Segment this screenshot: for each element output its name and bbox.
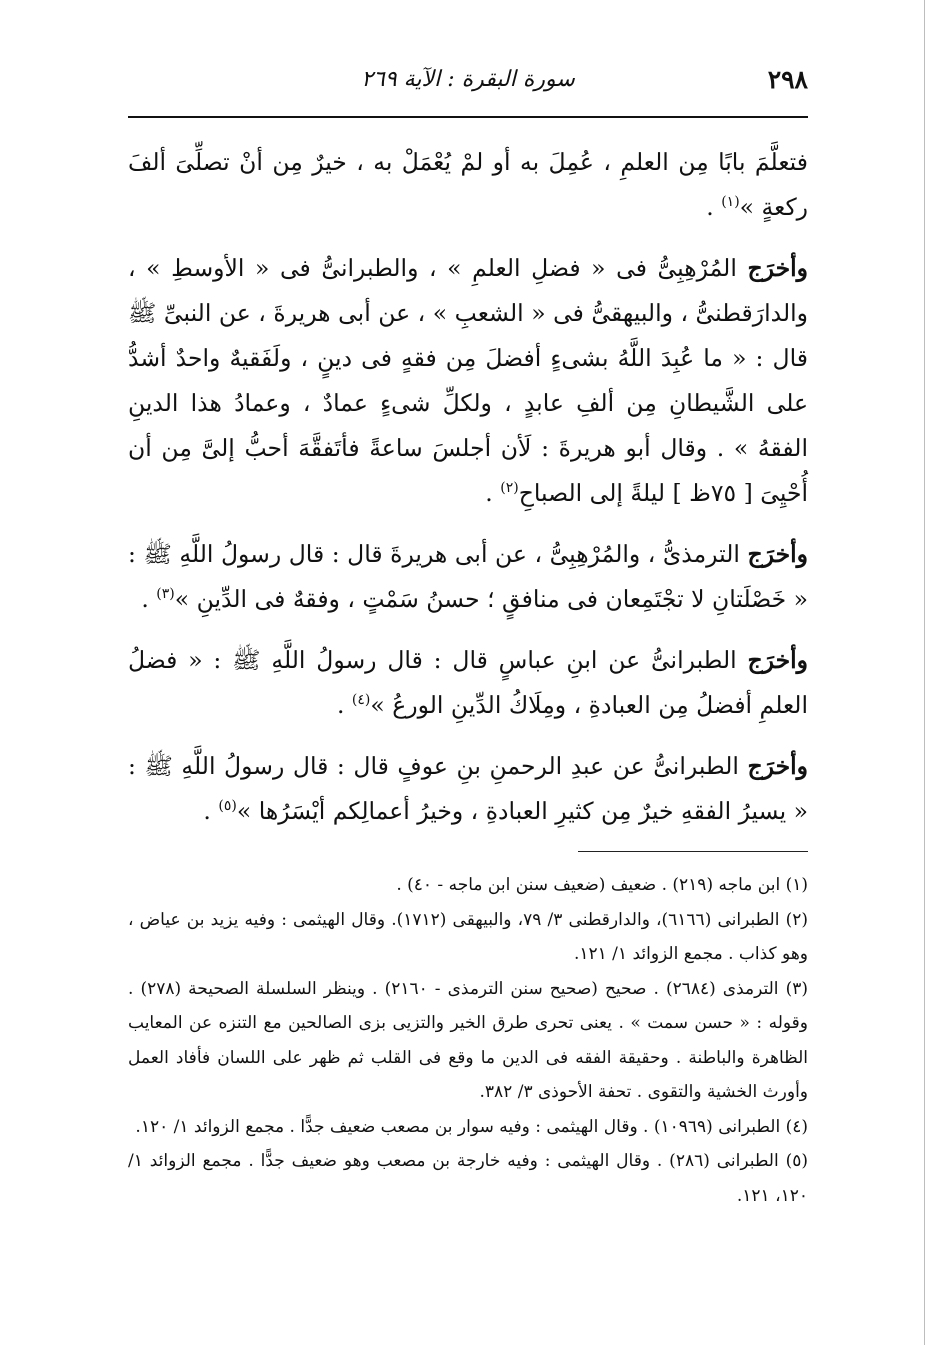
paragraph-lead: وأخرَج bbox=[747, 752, 808, 780]
paragraph-text: الطبرانىُّ عن عبدِ الرحمنِ بنِ عوفٍ قال : قال رسولُ اللَّهِ ﷺ : « يسيرُ الفقهِ خيرٌ مِن كثيرِ العبادةِ ، وخيرُ أعمالِكم أيْسَرُها » bbox=[128, 752, 808, 825]
footnote-4: (٤) الطبرانى (١٠٩٦٩) . وقال الهيثمى : وفيه سوار بن مصعب ضعيف جدًّا . مجمع الزوائد ١/ ١٢٠. bbox=[135, 1116, 808, 1137]
paragraph-4 bbox=[128, 638, 808, 728]
footnote-separator bbox=[578, 851, 808, 852]
running-title: سورة البقرة : الآية ٢٦٩ bbox=[361, 67, 575, 92]
footnote-ref-3: (٣) bbox=[156, 586, 175, 603]
paragraph-text: المُرْهِبِىُّ فى « فضلِ العلمِ » ، والطبرانىُّ فى « الأوسطِ » ، والدارَقطنىُّ ، والبيهقىُّ فى « الشعبِ » ، عن أبى هريرةَ ، عن النبىِّ ﷺ قال : « ما عُبِدَ اللَّهُ بشىءٍ أفضلَ مِن فقهٍ فى دينٍ ، ولَفَقيهٌ واحدٌ أشدُّ على الشَّيطانِ مِن ألفِ عابدٍ ، ولكلِّ شىءٍ عمادٌ ، وعمادُ هذا الدينِ الفقهُ » . وقال أبو هريرةَ : لَأن أجلسَ ساعةً فأتَفقَّهَ أحبُّ إلىَّ مِن أن أُحْيِىَ [ ٧٥ظ ] ليلةً إلى الصباحِ bbox=[128, 254, 808, 507]
footnote-ref-5: (٥) bbox=[218, 798, 237, 815]
paragraph-tail: . bbox=[336, 691, 352, 719]
footnote-5: (٥) الطبرانى (٢٨٦) . وقال الهيثمى : وفيه خارجة بن مصعب وهو ضعيف جدًّا . مجمع الزوائد ١/ ١٢٠، ١٢١. bbox=[128, 1151, 808, 1206]
paragraph-text: الطبرانىُّ عن ابنِ عباسٍ قال : قال رسولُ اللَّهِ ﷺ : « فضلُ العلمِ أفضلُ مِن العبادةِ ، ومِلَاكُ الدِّينِ الورعُ » bbox=[128, 646, 808, 719]
main-text bbox=[128, 140, 808, 834]
footnote-ref-1: (١) bbox=[721, 194, 740, 211]
paragraph-1 bbox=[128, 140, 808, 230]
paragraph-3 bbox=[128, 532, 808, 622]
paragraph-lead: وأخرَج bbox=[747, 540, 808, 568]
paragraph-2 bbox=[128, 246, 808, 516]
footnote-ref-4: (٤) bbox=[351, 692, 371, 709]
paragraph-lead: وأخرَج bbox=[747, 254, 808, 282]
paragraph-tail: . bbox=[203, 797, 219, 825]
paragraph-tail: . bbox=[141, 585, 157, 613]
paragraph-text: الترمذىُّ ، والمُرْهِبِىُّ ، عن أبى هريرةَ قال : قال رسولُ اللَّهِ ﷺ : « خَصْلَتانِ لا تجْتَمِعان فى منافقٍ ؛ حسنُ سَمْتٍ ، وفقهٌ فى الدِّينِ » bbox=[128, 540, 808, 613]
footnote-ref-2: (٢) bbox=[500, 480, 519, 497]
scan-edge-line bbox=[924, 0, 925, 1345]
paragraph-tail: . bbox=[706, 193, 722, 221]
paragraph-5 bbox=[128, 744, 808, 834]
page-header bbox=[128, 62, 808, 102]
paragraph-tail: . bbox=[485, 479, 501, 507]
footnote-3: (٣) الترمذى (٢٦٨٤) . صحيح (صحيح سنن الترمذى - ٢١٦٠) . وينظر السلسلة الصحيحة (٢٧٨) . وقوله : « حسن سمت » . يعنى تحرى طرق الخير والتزيى بزى الصالحين مع التنزه عن المعايب الظاهرة والباطنة . وحقيقة الفقه فى الدين ما وقع فى القلب ثم ظهر على اللسان فأفاد العمل وأورث الخشية والتقوى . تحفة الأحوذى ٣/ ٣٨٢. bbox=[128, 978, 808, 1102]
paragraph-lead: وأخرَج bbox=[747, 646, 808, 674]
footnote-1: (١) ابن ماجه (٢١٩) . ضعيف (ضعيف سنن ابن ماجه - ٤٠) . bbox=[396, 875, 808, 895]
footnote-2: (٢) الطبرانى (٦١٦٦)، والدارقطنى ٣/ ٧٩، والبيهقى (١٧١٢). وقال الهيثمى : وفيه يزيد بن عياض ، وهو كذاب . مجمع الزوائد ١/ ١٢١. bbox=[128, 909, 808, 964]
footnotes bbox=[128, 868, 808, 1213]
header-rule bbox=[128, 116, 808, 118]
page-number: ٢٩٨ bbox=[767, 65, 808, 94]
paragraph-text: فتعلَّمَ بابًا مِن العلمِ ، عُمِلَ به أو لمْ يُعْمَلْ به ، خيرٌ مِن أنْ تصلِّىَ ألفَ ركعةٍ » bbox=[128, 148, 808, 221]
